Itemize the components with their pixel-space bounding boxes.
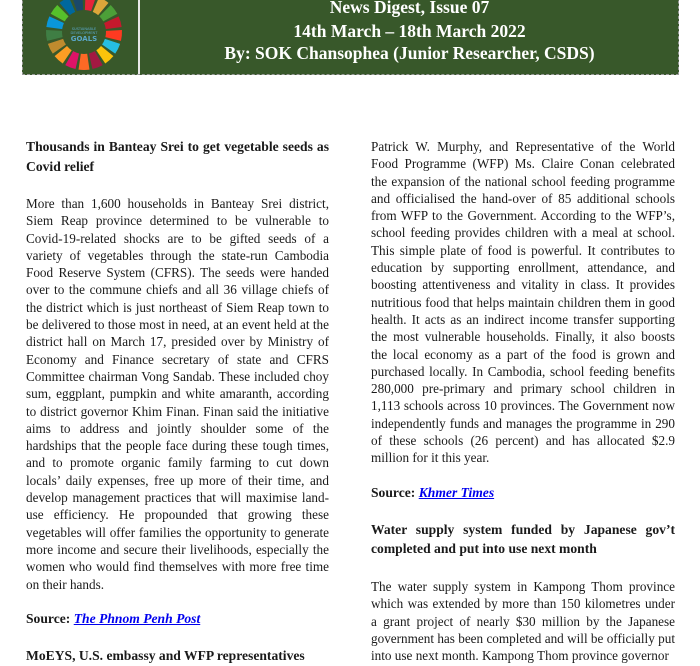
svg-text:DEVELOPMENT: DEVELOPMENT [70, 31, 98, 35]
svg-text:SUSTAINABLE: SUSTAINABLE [71, 27, 97, 31]
newsletter-header [22, 0, 679, 75]
sdg-wheel-icon [28, 0, 138, 75]
byline: By: SOK Chansophea (Junior Researcher, CSDS) [224, 43, 595, 63]
left-column [26, 137, 329, 666]
article-body: More than 1,600 households in Banteay Srei district, Siem Reap province determined to be vulnerable to Covid-19-related shocks are to be gifted seeds of a variety of vegetables through the state-run Cambodia Food Reserve System (CFRS). The seeds were handed over to the commune chiefs and all 36 village chiefs of the district which is just northeast of Siem Reap town to be delivered to those most in need, at an event held at the district hall on March 17, presided over by Ministry of Economy and Finance secretary of state and CFRS Committee chairman Vong Sandab. These included choy sum, eggplant, pumpkin and white amaranth, according to district governor Khim Finan. Finan said the initiative aims to address and jointly shoulder some of the hardships that the people face during these tough times, and to promote organic family farming to cut down locals’ daily expenses, free up more of their time, and develop management practices that will maximise land-use efficiency. He propounded that growing these vegetables will offer families the opportunity to generate more income and secure their livelihoods, especially the women who would find themselves with more free time on their hands. [26, 196, 329, 592]
sdg-segment [79, 54, 90, 70]
article-headline: MoEYS, U.S. embassy and WFP representatives [26, 648, 305, 664]
article-headline: Thousands in Banteay Srei to get vegetable seeds as Covid relief [26, 139, 329, 174]
source-label: Source: [371, 484, 416, 500]
sdg-segment [46, 30, 63, 41]
right-column [371, 138, 675, 664]
source-link-khmer-times[interactable]: Khmer Times [418, 484, 495, 500]
article-body: The water supply system in Kampong Thom province which was extended by more than 150 kilometres under a grant project of nearly $30 million by the Japanese government has been completed and will be officially put into use next month. Kampong Thom province governor [371, 578, 675, 664]
article-headline: Water supply system funded by Japanese gov’t completed and put into use next month [371, 521, 675, 557]
article-source [371, 484, 675, 501]
article-body: Patrick W. Murphy, and Representative of the World Food Programme (WFP) Ms. Claire Conan celebrated the expansion of the national school feeding programme and officialised the hand-over of 85 additional schools from WFP to the Government. According to the WFP’s, school feeding provides children with a meal at school. This simple plate of food is powerful. It contributes to education by supporting enrollment, attendance, and boosting attentiveness and vitality in class. It provides nutritious food that helps maintain children them in good health. It acts as an indirect income transfer supporting the most vulnerable households. Finally, it also boosts the local economy as a part of the food is grown and purchased locally. In Cambodia, school feeding benefits 280,000 pre-primary and primary school children in 1,113 schools across 10 provinces. The Government now independently funds and manages the programme in 290 of these schools (26 percent) and has allocated $2.9 million for it this year. [371, 139, 675, 466]
header-divider [138, 0, 140, 74]
article-source [26, 610, 329, 627]
digest-title: News Digest, Issue 07 [329, 0, 490, 17]
source-label: Source: [26, 610, 71, 626]
header-text [141, 0, 678, 75]
source-link-phnom-penh-post[interactable]: The Phnom Penh Post [73, 610, 201, 626]
sdg-segment [105, 30, 122, 41]
svg-text:GOALS: GOALS [70, 35, 98, 43]
date-range: 14th March – 18th March 2022 [293, 21, 526, 41]
